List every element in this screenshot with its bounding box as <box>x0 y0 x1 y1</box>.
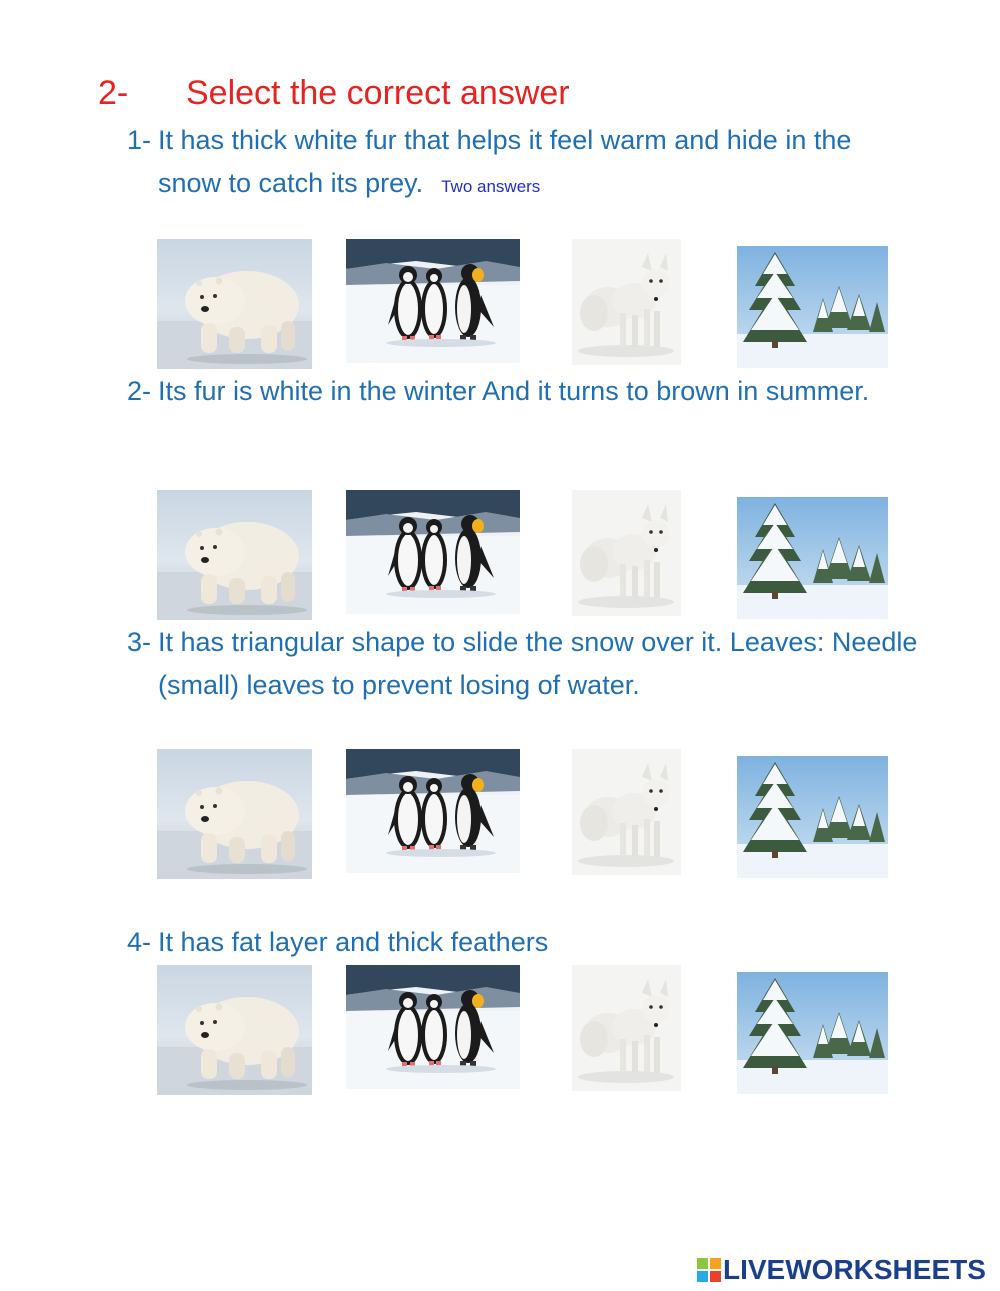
question-number: 2- <box>127 376 152 406</box>
polar-bear-image-option[interactable] <box>157 239 312 369</box>
penguins-image-option[interactable] <box>346 490 520 614</box>
brand-name: LIVEWORKSHEETS <box>723 1254 986 1285</box>
question-number: 4- <box>127 927 152 957</box>
question-text: It has thick white fur that helps it feel warm and hide in the snow to catch its prey. Two answers <box>158 125 852 198</box>
liveworksheets-logo <box>697 1255 986 1285</box>
polar-bear-image-option[interactable] <box>157 490 312 620</box>
liveworksheets-logo-icon <box>697 1258 721 1282</box>
snowy-fir-trees-image-option[interactable] <box>737 497 888 619</box>
question-text: It has fat layer and thick feathers <box>158 927 549 957</box>
polar-bear-image-option[interactable] <box>157 965 312 1095</box>
section-number: 2- <box>98 74 129 112</box>
polar-bear-image-option[interactable] <box>157 749 312 879</box>
penguins-image-option[interactable] <box>346 965 520 1089</box>
penguins-image-option[interactable] <box>346 239 520 363</box>
question-number: 1- <box>127 125 152 155</box>
section-title: Select the correct answer <box>186 74 570 112</box>
snowy-fir-trees-image-option[interactable] <box>737 756 888 878</box>
arctic-fox-image-option[interactable] <box>572 239 681 365</box>
arctic-fox-image-option[interactable] <box>572 749 681 875</box>
arctic-fox-image-option[interactable] <box>572 490 681 616</box>
question-text: It has triangular shape to slide the snow over it. Leaves: Needle (small) leaves to prevent losing of water. <box>158 627 918 700</box>
snowy-fir-trees-image-option[interactable] <box>737 972 888 1094</box>
arctic-fox-image-option[interactable] <box>572 965 681 1091</box>
snowy-fir-trees-image-option[interactable] <box>737 246 888 368</box>
question-number: 3- <box>127 627 152 657</box>
question-text: Its fur is white in the winter And it turns to brown in summer. <box>158 376 870 406</box>
section-heading <box>98 74 570 113</box>
penguins-image-option[interactable] <box>346 749 520 873</box>
question-hint: Two answers <box>441 177 541 196</box>
